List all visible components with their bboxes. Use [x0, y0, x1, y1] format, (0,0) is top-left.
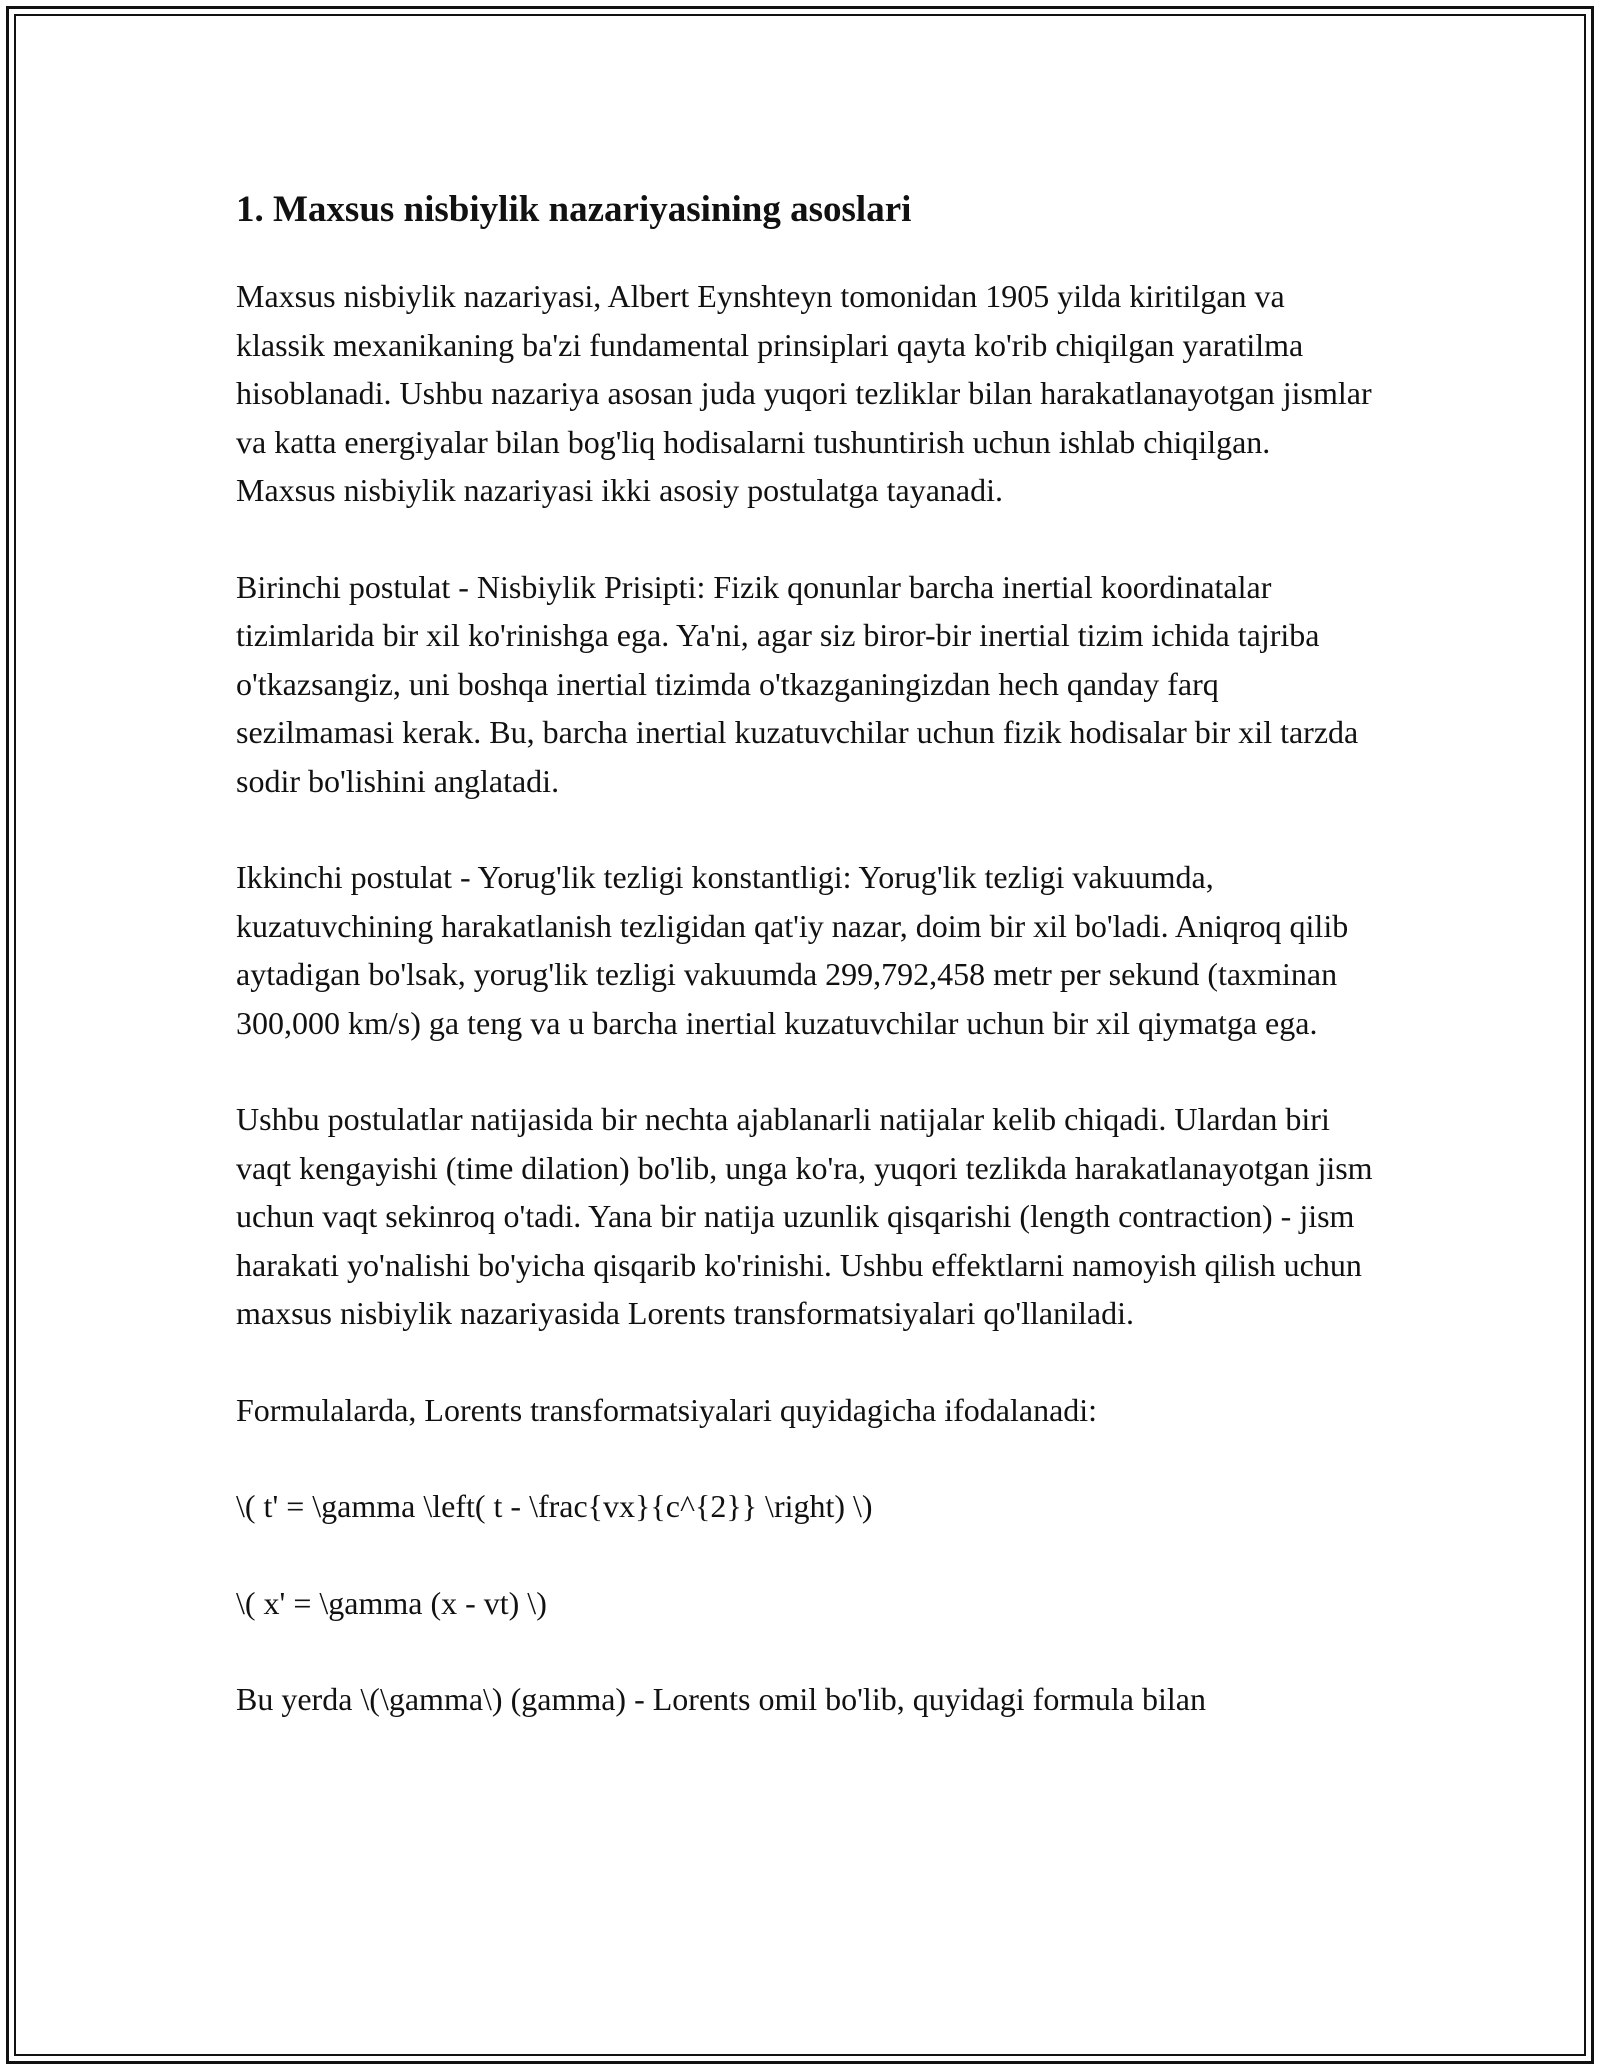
paragraph-first-postulate: Birinchi postulat - Nisbiylik Prisipti: Fizik qonunlar barcha inertial koordinatalar tizimlarida bir xil ko'rinishga ega. Ya'ni, agar siz biror-bir inertial tizim ichida tajriba o'tkazsangiz, uni boshqa inertial tizimda o'tkazganingizdan hech qanday farq sezilmamasi kerak. Bu, barcha inertial kuzatuvchilar uchun fizik hodisalar bir xil tarzda sodir bo'lishini anglatadi. [236, 568, 1359, 799]
paragraph-second-postulate: Ikkinchi postulat - Yorug'lik tezligi konstantligi: Yorug'lik tezligi vakuumda, kuzatuvchining harakatlanish tezligidan qat'iy nazar, doim bir xil bo'ladi. Aniqroq qilib aytadigan bo'lsak, yorug'lik tezligi vakuumda 299,792,458 metr per sekund (taxminan 300,000 km/s) ga teng va u barcha inertial kuzatuvchilar uchun bir xil qiymatga ega. [236, 859, 1349, 1041]
formula-time: \( t' = \gamma \left( t - \frac{vx}{c^{2}} \right) \) [236, 1488, 873, 1524]
paragraph-intro: Maxsus nisbiylik nazariyasi, Albert Eynshteyn tomonidan 1905 yilda kiritilgan va klassik mexanikaning ba'zi fundamental prinsiplari qayta ko'rib chiqilgan yaratilma hisoblanadi. Ushbu nazariya asosan juda yuqori tezliklar bilan harakatlanayotgan jismlar va katta energiyalar bilan bog'liq hodisalarni tushuntirish uchun ishlab chiqilgan. Maxsus nisbiylik nazariyasi ikki asosiy postulatga tayanadi. [236, 278, 1372, 508]
formula-space: \( x' = \gamma (x - vt) \) [236, 1584, 547, 1621]
document-body [236, 186, 1376, 1772]
section-heading: 1. Maxsus nisbiylik nazariyasining asoslari [236, 189, 912, 230]
paragraph-gamma: Bu yerda \(\gamma\) (gamma) - Lorents omil bo'lib, quyidagi formula bilan [236, 1681, 1206, 1717]
paragraph-consequences: Ushbu postulatlar natijasida bir nechta ajablanarli natijalar kelib chiqadi. Ulardan biri vaqt kengayishi (time dilation) bo'lib, unga ko'ra, yuqori tezlikda harakatlanayotgan jism uchun vaqt sekinroq o'tadi. Yana bir natija uzunlik qisqarishi (length contraction) - jism harakati yo'nalishi bo'yicha qisqarib ko'rinishi. Ushbu effektlarni namoyish qilish uchun maxsus nisbiylik nazariyasida Lorents transformatsiyalari qo'llaniladi. [236, 1101, 1373, 1331]
paragraph-formula-intro: Formulalarda, Lorents transformatsiyalari quyidagicha ifodalanadi: [236, 1391, 1098, 1428]
